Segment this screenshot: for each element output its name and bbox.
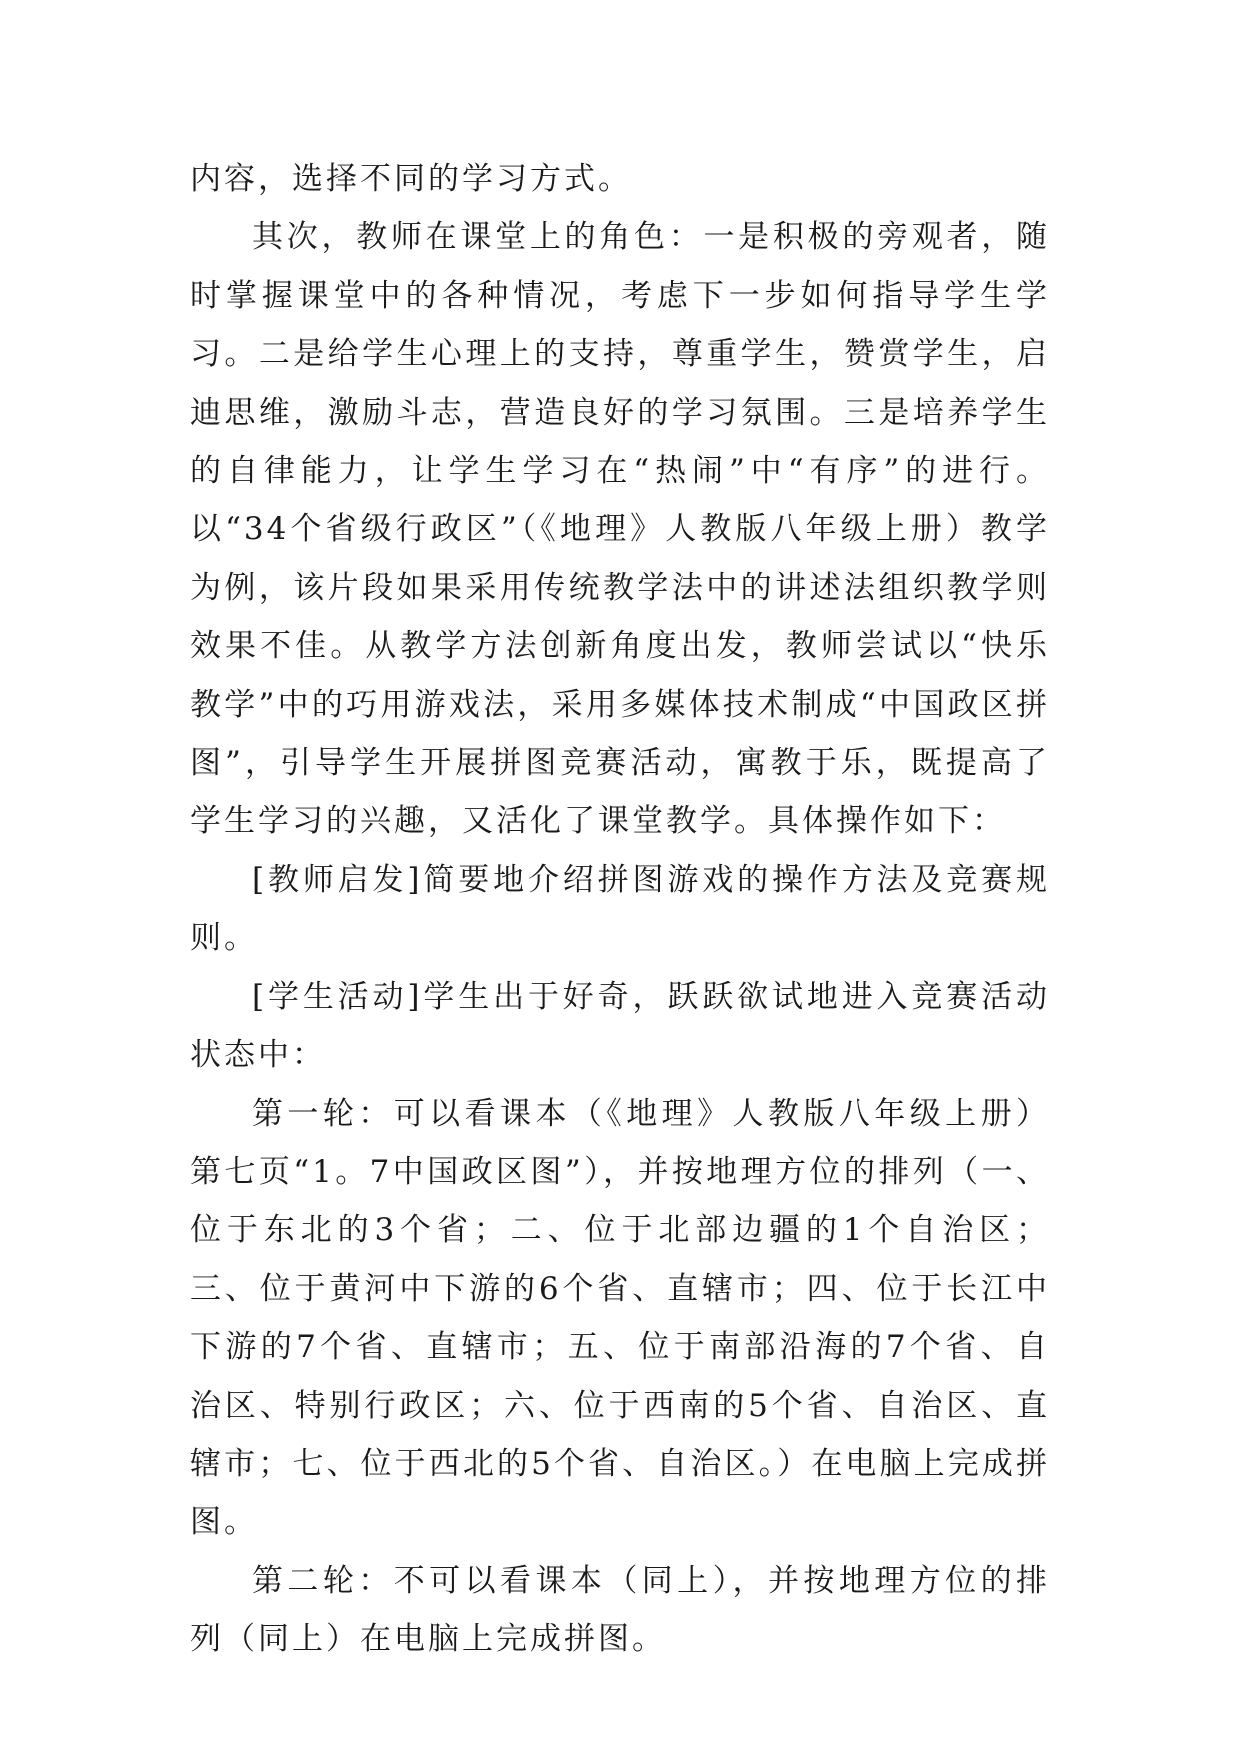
paragraph-continuation: 内容，选择不同的学习方式。 — [190, 161, 632, 197]
document-page — [190, 150, 1050, 1669]
paragraph-round-two: 第二轮：不可以看课本（同上），并按地理方位的排列（同上）在电脑上完成拼图。 — [190, 1562, 1050, 1658]
paragraph-teacher-role: 其次，教师在课堂上的角色：一是积极的旁观者，随时掌握课堂中的各种情况，考虑下一步如何指导学生学习。二是给学生心理上的支持，尊重学生，赞赏学生，启迪思维，激励斗志，营造良好的学习氛围。三是培养学生的自律能力，让学生学习在“热闹”中“有序”的进行。以“34个省级行政区”（《地理》人教版八年级上册）教学为例，该片段如果采用传统教学法中的讲述法组织教学则效果不佳。从教学方法创新角度出发，教师尝试以“快乐教学”中的巧用游戏法，采用多媒体技术制成“中国政区拼图”，引导学生开展拼图竞赛活动，寓教于乐，既提高了学生学习的兴趣，又活化了课堂教学。具体操作如下： — [190, 219, 1050, 840]
paragraph-student-activity: [学生活动]学生出于好奇，跃跃欲试地进入竞赛活动状态中： — [190, 978, 1050, 1074]
paragraph-round-one: 第一轮：可以看课本（《地理》人教版八年级上册）第七页“1。7中国政区图”），并按地理方位的排列（一、位于东北的3个省；二、位于北部边疆的1个自治区；三、位于黄河中下游的6个省、直辖市；四、位于长江中下游的7个省、直辖市；五、位于南部沿海的7个省、自治区、特别行政区；六、位于西南的5个省、自治区、直辖市；七、位于西北的5个省、自治区。）在电脑上完成拼图。 — [190, 1095, 1050, 1541]
paragraph-teacher-inspire: [教师启发]简要地介绍拼图游戏的操作方法及竞赛规则。 — [190, 861, 1050, 957]
